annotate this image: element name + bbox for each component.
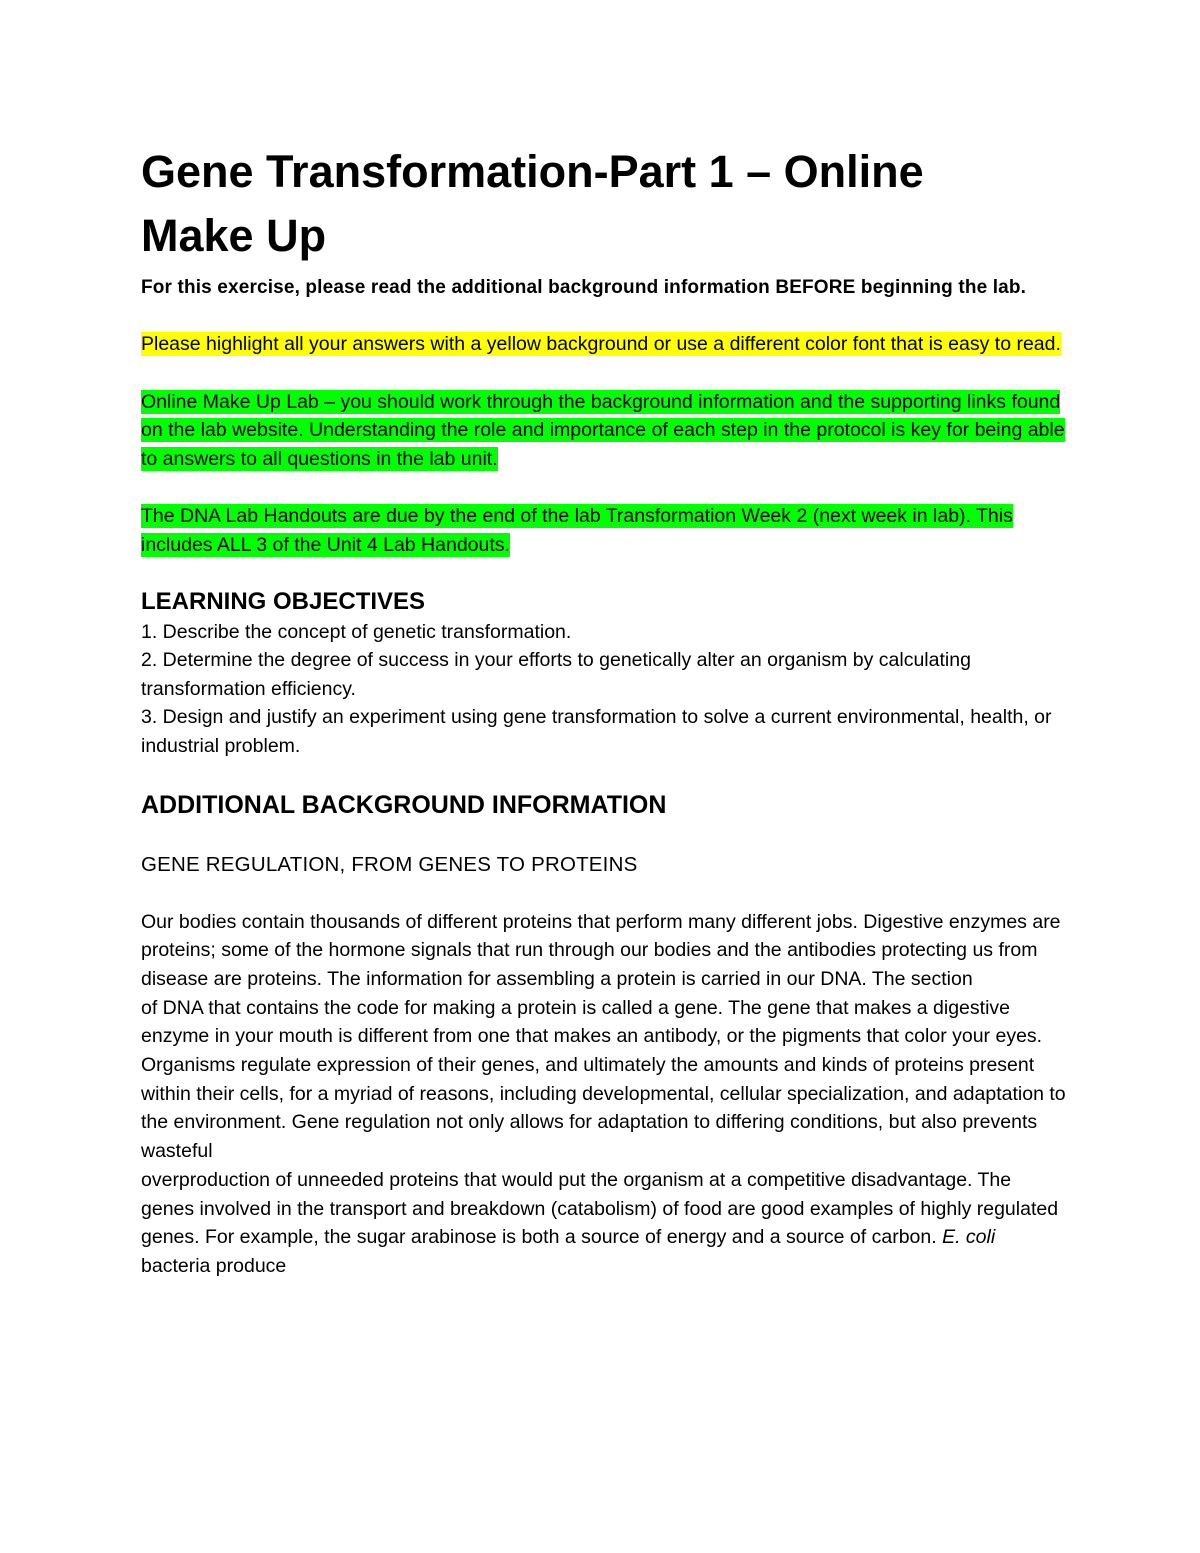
objective-item-1: 1. Describe the concept of genetic transformation. xyxy=(141,620,572,643)
background-paragraph-2: of DNA that contains the code for making a protein is called a gene. The gene that makes a digestive enzyme in your mouth is different from one that makes an antibody, or the pigments that color your eyes. xyxy=(141,996,1043,1048)
objective-item-3: 3. Design and justify an experiment using gene transformation to solve a current environmental, health, or industrial problem. xyxy=(141,706,1052,757)
background-paragraph-3: Organisms regulate expression of their genes, and ultimately the amounts and kinds of proteins present within their cells, for a myriad of reasons, including developmental, cellular specialization, and adaptation to the environment. Gene regulation not only allows for adaptation to differing conditions, but also prevents wasteful xyxy=(141,1054,1066,1163)
title-line-2: Make Up xyxy=(141,210,327,261)
organism-name-italic: E. coli xyxy=(942,1226,996,1249)
objective-item-2: 2. Determine the degree of success in your efforts to genetically alter an organism by calculating transformation efficiency. xyxy=(141,649,971,700)
background-heading: ADDITIONAL BACKGROUND INFORMATION xyxy=(141,790,667,819)
highlight-notice-yellow-text: Please highlight all your answers with a yellow background or use a different color font that is easy to read. xyxy=(141,333,1061,355)
highlight-notice-green-1 xyxy=(141,388,1066,474)
instructions-subtitle: For this exercise, please read the additional background information BEFORE beginning the lab. xyxy=(141,277,1027,298)
learning-objectives-heading: LEARNING OBJECTIVES xyxy=(141,587,426,615)
background-paragraph-4-end: bacteria produce xyxy=(141,1254,287,1277)
highlight-notice-green-2 xyxy=(141,502,1066,559)
background-paragraph-4-start: overproduction of unneeded proteins that would put the organism at a competitive disadvantage. The genes involved in the transport and breakdown (catabolism) of food are good examples of highly regulated genes. For example, the sugar arabinose is both a source of energy and a source of carbon. xyxy=(141,1168,1059,1249)
document-page xyxy=(141,140,1066,1281)
highlight-notice-yellow xyxy=(141,330,1066,359)
highlight-notice-green-1-text: Online Make Up Lab – you should work through the background information and the supporting links found on the lab website. Understanding the role and importance of each step in the protocol is key for being able to answers to all questions in the lab unit. xyxy=(141,390,1065,470)
background-subheading: GENE REGULATION, FROM GENES TO PROTEINS xyxy=(141,852,638,876)
background-paragraph-4 xyxy=(141,1166,1066,1281)
highlight-notice-green-2-text: The DNA Lab Handouts are due by the end of the lab Transformation Week 2 (next week in lab). This includes ALL 3 of the Unit 4 Lab Handouts. xyxy=(141,505,1013,556)
page-title xyxy=(141,140,1066,268)
title-line-1: Gene Transformation-Part 1 – Online xyxy=(141,146,924,197)
background-paragraph-1: Our bodies contain thousands of different proteins that perform many different jobs. Digestive enzymes are proteins; some of the hormone signals that run through our bodies and the antibodies protecting us from disease are proteins. The information for assembling a protein is carried in our DNA. The section xyxy=(141,910,1061,990)
